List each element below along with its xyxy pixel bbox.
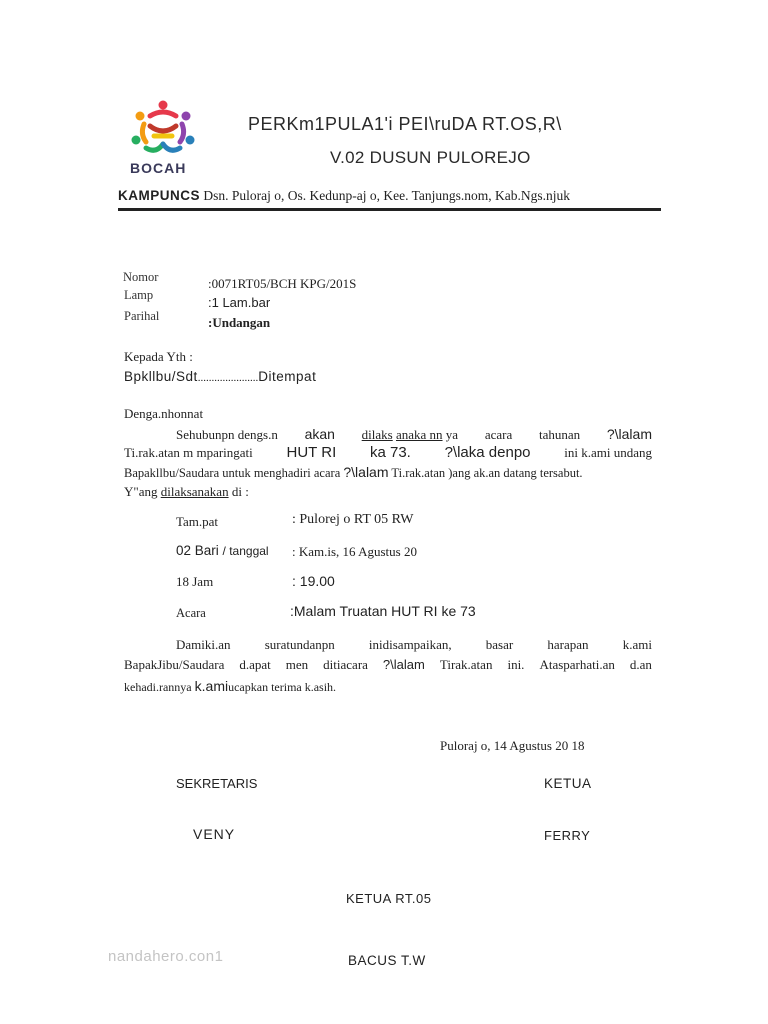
recipient-dots: ...................... xyxy=(197,372,259,384)
jam-value: : 19.00 xyxy=(292,573,335,589)
word: harapan xyxy=(547,637,589,652)
text: Y"ang xyxy=(124,484,161,499)
recipient-line-1: Kepada Yth : xyxy=(124,349,193,364)
closing-line-3 xyxy=(124,678,336,695)
text: ?\lalam xyxy=(343,464,389,480)
lamp-label: Lamp xyxy=(124,288,154,302)
word: inidisampaikan, xyxy=(368,637,452,652)
logo-text: BOCAH xyxy=(130,160,187,176)
text: 02 Bari xyxy=(176,543,219,558)
ketua-rt-title: KETUA RT.05 xyxy=(346,891,432,906)
word: Tirak.atan xyxy=(439,657,493,672)
jam-label: 18 Jam xyxy=(176,574,214,589)
address-label: KAMPUNCS xyxy=(118,188,201,203)
text: Bapakllbu/Saudara untuk menghadiri acara xyxy=(124,466,344,480)
word: basar xyxy=(485,637,514,652)
word: Damiki.an xyxy=(176,637,231,652)
paragraph-1-line-4 xyxy=(124,484,249,500)
word: acara xyxy=(484,427,513,442)
word: akan xyxy=(304,426,335,442)
paragraph-1-line-2 xyxy=(124,444,652,461)
word: ?\laka denpo xyxy=(444,444,531,461)
greeting: Denga.nhonnat xyxy=(124,406,204,421)
word: tahunan xyxy=(538,427,581,442)
word: ini. xyxy=(507,657,525,672)
text: / tanggal xyxy=(222,544,269,558)
word: ka 73. xyxy=(369,444,411,461)
tanggal-value: : Kam.is, 16 Agustus 20 xyxy=(292,544,417,559)
text: ucapkan terima k.asih. xyxy=(228,680,337,694)
letterhead-address xyxy=(118,188,570,204)
word-underlined: dilaks xyxy=(361,427,393,442)
text: di : xyxy=(228,484,249,499)
recipient-title: Bpkllbu/Sdt xyxy=(124,369,198,384)
nomor-value: :0071RT05/BCH KPG/201S xyxy=(208,276,357,291)
recipient-place: Ditempat xyxy=(258,369,317,384)
letterhead-divider xyxy=(118,208,661,211)
tempat-label: Tam.pat xyxy=(176,514,219,529)
sekretaris-title: SEKRETARIS xyxy=(176,776,258,791)
paragraph-1-line-3 xyxy=(124,464,583,481)
word: ditiacara xyxy=(323,657,368,672)
text: k.ami xyxy=(194,678,229,694)
acara-value: :Malam Truatan HUT RI ke 73 xyxy=(290,603,476,619)
word: d.apat xyxy=(239,657,271,672)
word: d.an xyxy=(629,657,652,672)
sekretaris-name: VENY xyxy=(193,826,236,842)
letterhead-line-1: PERKm1PULA1'i PEI\ruDA RT.OS,R\ xyxy=(248,114,562,134)
text: Ti.rak.atan )ang ak.an datang tersabut. xyxy=(388,466,583,480)
word-underlined: anaka nn xyxy=(395,427,443,442)
word: ya xyxy=(445,427,459,442)
word: Atasparhati.an xyxy=(539,657,615,672)
recipient-line-2 xyxy=(124,369,316,385)
word: HUT RI xyxy=(286,444,337,461)
tempat-value: : Pulorej o RT 05 RW xyxy=(292,512,414,527)
letterhead-line-2: V.02 DUSUN PULOREJO xyxy=(330,148,531,167)
nomor-label: Nomor xyxy=(123,270,159,284)
word: men xyxy=(285,657,309,672)
word: suratundanpn xyxy=(264,637,335,652)
place-date: Puloraj o, 14 Agustus 20 18 xyxy=(440,738,585,753)
acara-label: Acara xyxy=(176,606,206,620)
word: ?\lalam xyxy=(606,426,652,442)
ketua-title: KETUA xyxy=(544,776,592,791)
word: k.ami xyxy=(622,637,652,652)
perihal-value: :Undangan xyxy=(208,315,271,330)
watermark: nandahero.con1 xyxy=(108,948,224,965)
word xyxy=(362,427,458,443)
ketua-rt-name: BACUS T.W xyxy=(348,953,426,968)
closing-line-1 xyxy=(176,637,652,653)
paragraph-1-line-1 xyxy=(176,426,652,443)
closing-line-2 xyxy=(124,657,652,673)
word: BapakJibu/Saudara xyxy=(124,657,225,672)
ketua-name: FERRY xyxy=(544,828,591,843)
text: kehadi.rannya xyxy=(124,680,195,694)
word: Sehubunpn dengs.n xyxy=(176,427,278,442)
tanggal-label xyxy=(176,543,269,558)
text-underlined: dilaksanakan xyxy=(160,484,229,499)
address-text: Dsn. Puloraj o, Os. Kedunp-aj o, Kee. Tanjungs.nom, Kab.Ngs.njuk xyxy=(203,188,571,203)
word: ?\lalam xyxy=(382,657,425,672)
lamp-value: :1 Lam.bar xyxy=(208,295,271,310)
word: Ti.rak.atan m mparingati xyxy=(124,445,253,460)
perihal-label: Parihal xyxy=(124,309,160,323)
word: ini k.ami undang xyxy=(564,445,652,460)
